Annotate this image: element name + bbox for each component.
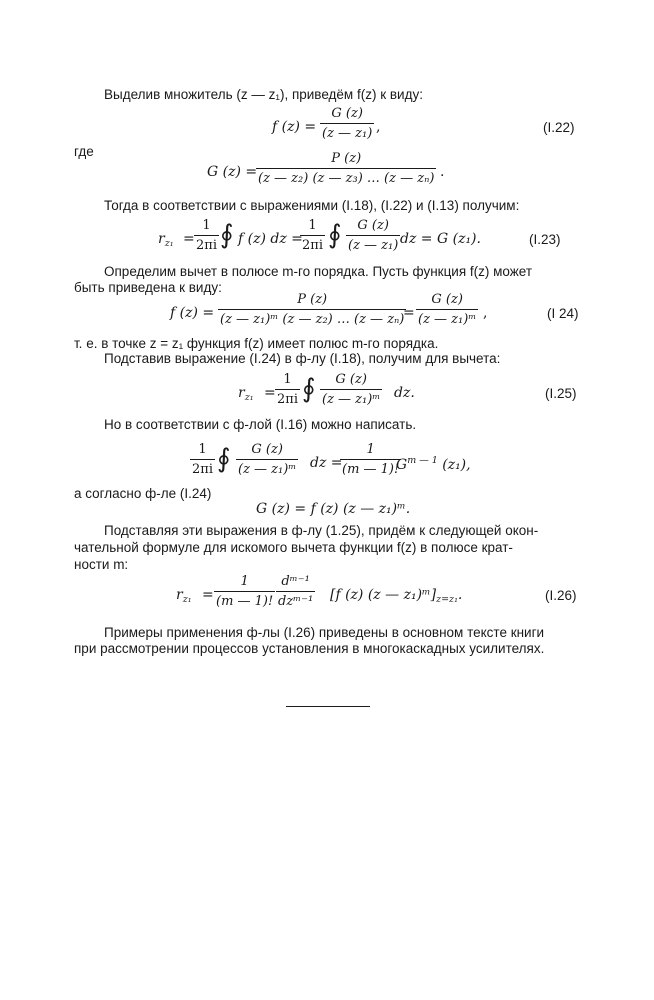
paragraph-accordance: Но в соответствии с ф-лой (I.16) можно написать.: [104, 417, 417, 432]
word-gde: где: [74, 144, 94, 159]
eq-125-tail: dz.: [394, 385, 415, 401]
paragraph-examples: Примеры применения ф-лы (I.26) приведены в основном тексте книги: [104, 625, 545, 640]
paragraph-intro: Выделив множитель (z — z₁), приведём f(z) к виду:: [104, 87, 423, 102]
eq-124-label: (I 24): [547, 306, 579, 321]
contour-integral-sign: ∮: [220, 220, 234, 250]
paragraph-define-cont: быть приведена к виду:: [74, 280, 222, 295]
eq-126-label: (I.26): [545, 588, 577, 603]
eq-123-frac1: $\frac{1}{2\pi i}$: [196, 218, 217, 253]
paragraph-pole: т. е. в точке z = z₁ функция f(z) имеет полюс m-го порядка.: [74, 336, 439, 351]
eq-122-lhs: f (z) =: [272, 119, 317, 135]
eq-mid-mid: dz =: [310, 455, 343, 471]
eq-g2: G (z) = f (z) (z — z₁)ᵐ.: [256, 501, 411, 517]
eq-123-frac2: $\frac{1}{2\pi i}$: [302, 218, 323, 253]
eq-126-frac2: dᵐ⁻¹ dzᵐ⁻¹: [278, 574, 314, 609]
section-end-rule: [286, 706, 370, 707]
eq-mid-frac3: $\frac{1}{(m — 1)!}$: [342, 442, 400, 477]
paragraph-substituting-2: чательной формуле для искомого вычета функции f(z) в полюсе крат-: [74, 540, 513, 555]
eq-mid-frac1: $\frac{1}{2\pi i}$: [192, 442, 213, 477]
eq-123-eq1: =: [183, 231, 195, 247]
eq-124-lhs: f (z) =: [170, 305, 215, 321]
paragraph-substituting-3: ности m:: [74, 557, 129, 572]
eq-126-eq: =: [202, 587, 214, 603]
eq-125-label: (I.25): [545, 386, 577, 401]
eq-124-frac1: $\frac{P (z)}{\text{(z — z₁)ᵐ (z — z₂) … (z — zₙ)}}$: [220, 292, 405, 327]
eq-g-fraction: [256, 151, 436, 186]
paragraph-examples-2: при рассмотрении процессов установления в многокаскадных усилителях.: [74, 641, 545, 656]
eq-125-frac1: $\frac{1}{2\pi i}$: [277, 372, 298, 407]
eq-122-tail: ,: [376, 119, 381, 135]
eq-122-fraction: [320, 106, 374, 141]
contour-integral-sign: ∮: [302, 374, 316, 404]
eq-g-den: (z — z₂) (z — z₃) … (z — zₙ): [256, 168, 436, 186]
paragraph-substitute: Подставив выражение (I.24) в ф-лу (I.18), получим для вычета:: [104, 351, 501, 366]
eq-124-tail: ,: [483, 305, 488, 321]
eq-125-lhs: $r_{z_1}$: [238, 385, 254, 403]
eq-mid-tail: $G^{m — 1}$ (z₁),: [396, 455, 471, 473]
eq-g-tail: .: [440, 164, 445, 180]
eq-124-frac2: $\frac{G (z)}{\text{(z — z₁)ᵐ}}$: [418, 292, 477, 327]
eq-123-frac3: $\frac{G (z)}{\text{(z — z₁)}}$: [348, 218, 399, 253]
paragraph-then: Тогда в соответствии с выражениями (I.18), (I.22) и (I.13) получим:: [104, 198, 520, 213]
paragraph-define: Определим вычет в полюсе m-го порядка. Пусть функция f(z) может: [104, 264, 533, 279]
eq-123-lhs: $r_{z_1}$: [158, 231, 174, 249]
eq-126-frac1: $\frac{1}{(m — 1)!}$: [216, 574, 274, 609]
contour-integral-sign: ∮: [328, 220, 342, 250]
eq-122-num: G (z): [331, 106, 363, 121]
eq-123-label: (I.23): [529, 232, 561, 247]
paragraph-substituting: Подставляя эти выражения в ф-лу (1.25), придём к следующей окон-: [104, 523, 539, 538]
contour-integral-sign: ∮: [217, 444, 231, 474]
eq-126-tail: [f (z) (z — $z_1)ᵐ]_{z=z_1}$.: [330, 587, 463, 605]
eq-123-mid: f (z) dz =: [238, 231, 303, 247]
eq-123-tail: dz = G (z₁).: [400, 231, 481, 247]
paragraph-according: а согласно ф-ле (I.24): [74, 486, 212, 501]
eq-124-eq: =: [403, 305, 415, 321]
eq-g-lhs: G (z) =: [207, 164, 258, 180]
eq-125-eq: =: [264, 385, 276, 401]
eq-122-label: (I.22): [543, 120, 575, 135]
eq-126-lhs: $r_{z_1}$: [176, 587, 192, 605]
eq-122-den: (z — z₁): [320, 123, 374, 141]
eq-mid-frac2: $\frac{G (z)}{\text{(z — z₁)ᵐ}}$: [238, 442, 297, 477]
eq-g-num: P (z): [331, 151, 362, 166]
eq-125-frac2: $\frac{G (z)}{\text{(z — z₁)ᵐ}}$: [322, 372, 381, 407]
